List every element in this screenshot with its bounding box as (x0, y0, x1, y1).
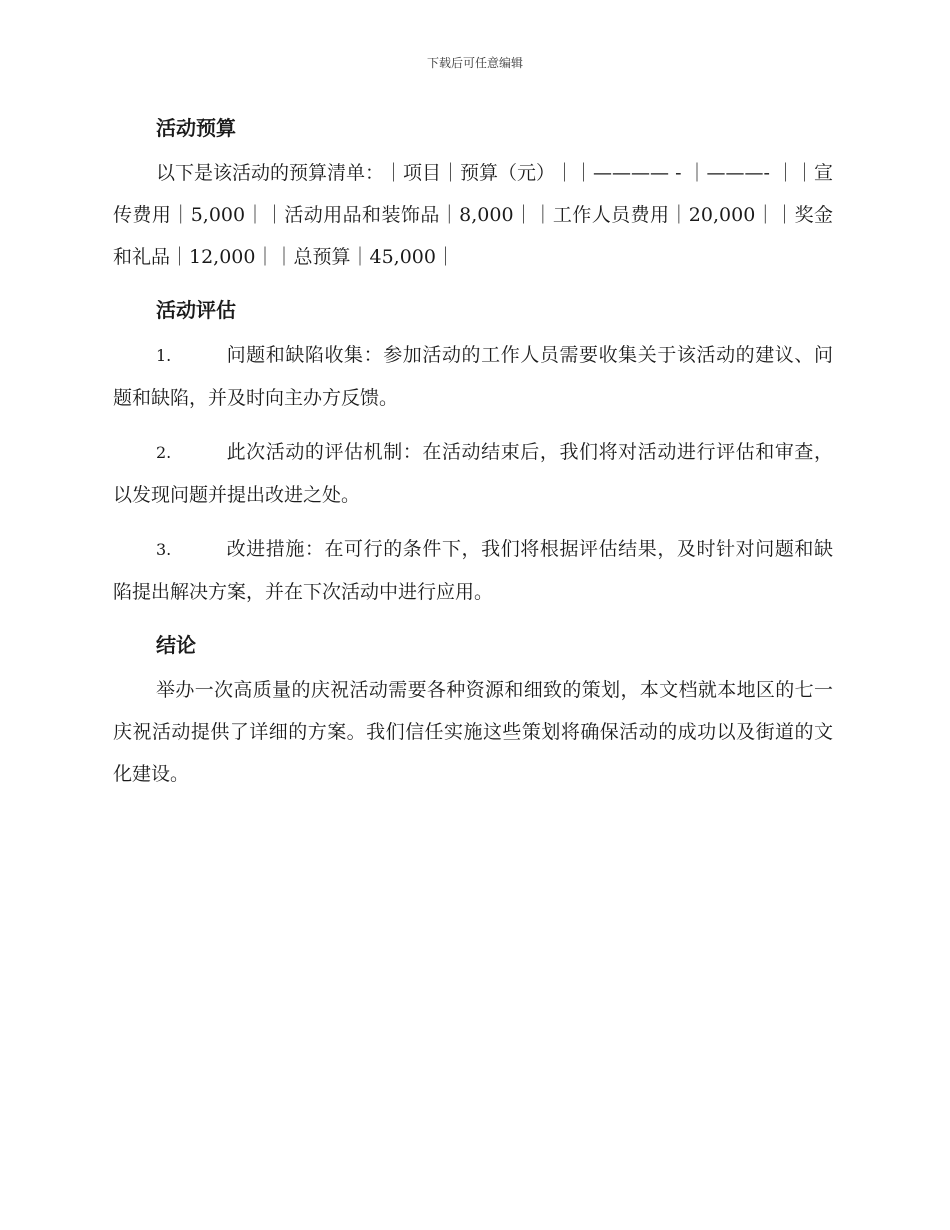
conclusion-paragraph: 举办一次高质量的庆祝活动需要各种资源和细致的策划，本文档就本地区的七一庆祝活动提供了详细的方案。我们信任实施这些策划将确保活动的成功以及街道的文化建设。 (113, 679, 833, 785)
list-number: 2. (156, 443, 172, 462)
budget-paragraph: 以下是该活动的预算清单：｜项目｜预算（元）｜｜———— - ｜———- ｜｜宣传费用｜5,000｜｜活动用品和装饰品｜8,000｜｜工作人员费用｜20,000｜｜奖金和礼品｜12,000｜｜总预算｜45,000｜ (113, 162, 833, 268)
list-item (113, 528, 833, 613)
section-heading-budget: 活动预算 (156, 116, 236, 140)
list-item (113, 431, 833, 516)
document-body (113, 108, 833, 807)
list-item (113, 334, 833, 419)
list-text: 此次活动的评估机制：在活动结束后，我们将对活动进行评估和审查，以发现问题并提出改进之处。 (113, 441, 833, 506)
section-heading-conclusion: 结论 (156, 633, 196, 657)
list-number: 3. (156, 540, 172, 559)
header-note: 下载后可任意编辑 (426, 56, 523, 70)
list-text: 问题和缺陷收集：参加活动的工作人员需要收集关于该活动的建议、问题和缺陷，并及时向主办方反馈。 (113, 344, 833, 409)
section-heading-evaluation: 活动评估 (156, 298, 236, 322)
list-text: 改进措施：在可行的条件下，我们将根据评估结果，及时针对问题和缺陷提出解决方案，并在下次活动中进行应用。 (113, 538, 833, 603)
list-number: 1. (156, 346, 172, 365)
